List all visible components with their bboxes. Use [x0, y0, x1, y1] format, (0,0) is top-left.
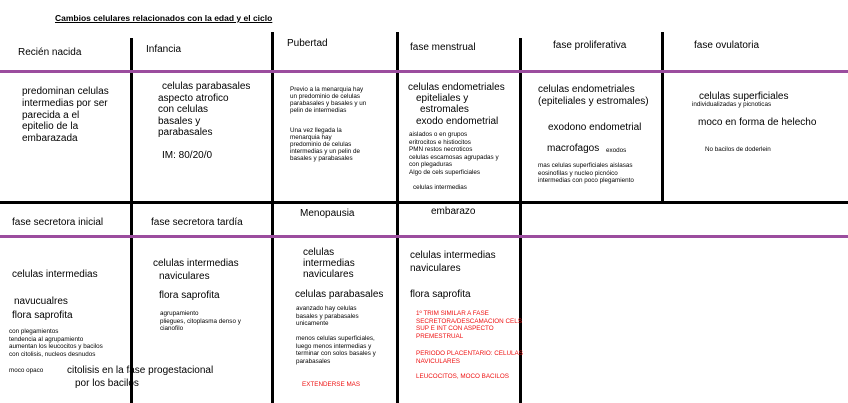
sec-tardia-c: agrupamiento pliegues, citoplasma denso y cianofilo	[160, 310, 241, 333]
embarazo-e: LEUCOCITOS, MOCO BACILOS	[416, 373, 509, 380]
header-fase-secretora-tardia: fase secretora tardía	[151, 217, 243, 228]
sec-inicial-c: flora saprofita	[12, 310, 73, 321]
proliferativa-macrofagos: macrofagos	[547, 143, 600, 154]
purple-line-bottom	[0, 235, 848, 238]
embarazo-b: flora saprofita	[410, 289, 471, 300]
sec-inicial-e: moco opaco	[9, 367, 44, 374]
header-menopausia: Menopausia	[300, 208, 355, 219]
infancia-im: IM: 80/20/0	[162, 150, 213, 161]
ovulatoria-moco: moco en forma de helecho	[698, 117, 817, 128]
menopausia-d: menos celulas superficiales, luego menos intermedias y terminar con solos basales y parabasales	[296, 335, 376, 365]
menopausia-e: EXTENDERSE MAS	[302, 381, 361, 388]
header-fase-proliferativa: fase proliferativa	[553, 40, 627, 51]
proliferativa-text-a: celulas endometriales (epiteliales y estromales)	[538, 84, 649, 107]
divider-v1	[130, 38, 133, 403]
embarazo-d: PERIODO PLACENTARIO: CELULAS NAVICULARES	[416, 350, 523, 365]
recien-nacida-text: predominan celulas intermedias por ser parecida a el epitelio de la embarazada	[22, 86, 109, 145]
header-fase-secretora-inicial: fase secretora inicial	[12, 217, 104, 228]
sec-inicial-a: celulas intermedias	[12, 269, 98, 280]
header-fase-menstrual: fase menstrual	[410, 42, 476, 53]
proliferativa-exodos: exodos	[606, 147, 627, 154]
header-embarazo: embarazo	[431, 206, 476, 217]
embarazo-a: celulas intermedias naviculares	[410, 250, 496, 274]
menstrual-exodo: exodo endometrial	[416, 116, 499, 127]
sec-inicial-f: citolisis en la fase progestacional por los bacilos	[67, 365, 214, 389]
menopausia-b: celulas parabasales	[295, 289, 384, 300]
pubertad-text-a: Previo a la menarquia hay un predominio de celulas parabasales y basales y un pelin de intermedias	[290, 86, 367, 114]
divider-v3	[396, 32, 399, 403]
header-pubertad: Pubertad	[287, 38, 328, 49]
divider-v4	[519, 38, 522, 403]
menstrual-text-a: celulas endometriales epiteliales y estromales	[408, 82, 505, 115]
sec-inicial-d: con plegamientos tendencia al agrupamiento aumentan los leucocitos y bacilos con citolisis, nucleos desnudos	[9, 328, 103, 358]
menstrual-text-c: celulas intermedias	[413, 184, 467, 191]
ovulatoria-text-c: No bacilos de doderlein	[705, 146, 771, 153]
header-fase-ovulatoria: fase ovulatoria	[694, 40, 760, 51]
proliferativa-text-b: mas celulas superficiales aislasas eosinofilas y nucleo picnóico intermedias con poco plegamiento	[538, 162, 634, 185]
header-recien-nacida: Recién nacida	[18, 47, 82, 58]
menstrual-text-b: aislados o en grupos eritrocitos e histiocitos PMN restos necroticos celulas escamosas agrupadas y con plegaduras Algo de cels superficiales	[409, 131, 499, 176]
embarazo-c: 1º TRIM SIMILAR A FASE SECRETORA/DESCAMACION CELS SUP E INT CON ASPECTO PREMESTRUAL	[416, 310, 522, 340]
sec-inicial-b: navucualres	[14, 296, 68, 307]
ovulatoria-text-b: individualizadas y picnoticas	[692, 101, 772, 108]
menopausia-a: celulas intermedias naviculares	[303, 247, 355, 280]
page-title: Cambios celulares relacionados con la edad y el ciclo	[55, 13, 273, 23]
menopausia-c: avanzado hay celulas basales y parabasales unicamente	[296, 305, 359, 328]
infancia-text: celulas parabasales aspecto atrofico con celulas basales y parabasales	[158, 81, 251, 138]
sec-tardia-b: flora saprofita	[159, 290, 220, 301]
divider-v5	[661, 32, 664, 204]
sec-tardia-a: celulas intermedias naviculares	[153, 258, 239, 282]
divider-h-mid	[0, 201, 848, 204]
ovulatoria-text-a: celulas superficiales	[699, 91, 789, 102]
divider-v2	[271, 32, 274, 403]
header-infancia: Infancia	[146, 44, 182, 55]
pubertad-text-b: Una vez llegada la menarquia hay predominio de celulas intermedias y un pelin de basales y parabasales	[290, 127, 361, 162]
proliferativa-exodon: exodono endometrial	[548, 122, 642, 133]
purple-line-top	[0, 70, 848, 73]
